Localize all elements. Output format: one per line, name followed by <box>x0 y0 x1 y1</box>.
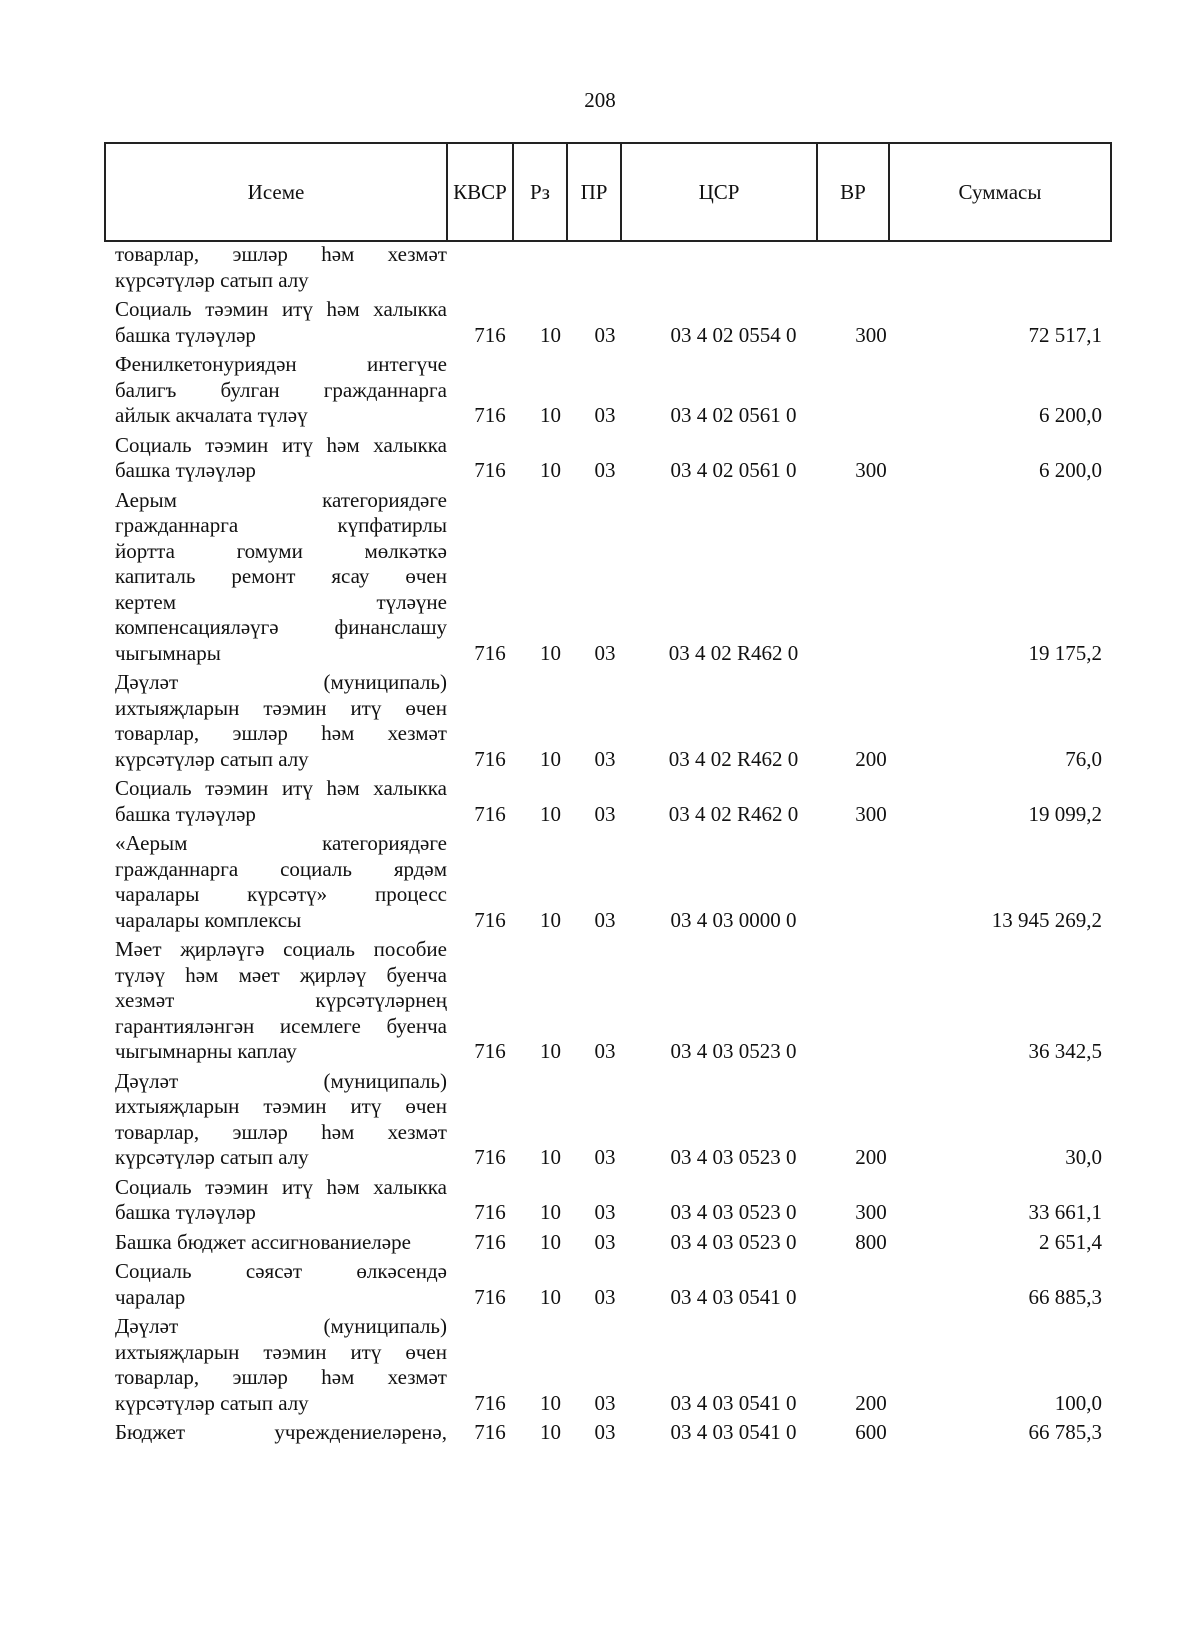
row-sum: 2 651,4 <box>1039 1229 1102 1254</box>
table-row <box>104 670 1110 772</box>
row-name-line: чаралары күрсәтү» процесс <box>115 882 447 906</box>
row-name-line: күрсәтүләр сатып алу <box>115 746 309 771</box>
header-kvsr: КВСР <box>447 143 513 241</box>
row-vr: 200 <box>855 1390 887 1415</box>
row-csr: 03 4 03 0541 0 <box>670 1420 797 1444</box>
row-csr: 03 4 03 0523 0 <box>670 1039 797 1063</box>
table-row <box>104 831 1110 933</box>
row-name <box>104 242 457 293</box>
row-name-line: балигъ булган гражданнарга <box>115 377 447 402</box>
row-name-line: башка түләүләр <box>115 1200 256 1224</box>
header-csr: ЦСР <box>621 143 817 241</box>
row-sum: 72 517,1 <box>1028 322 1102 347</box>
row-pr: 03 <box>594 1145 616 1169</box>
row-name-line: чыгымнарны каплау <box>115 1039 297 1063</box>
row-name-line: капиталь ремонт ясау өчен <box>115 564 447 588</box>
row-sum: 30,0 <box>1065 1145 1102 1169</box>
row-name <box>104 488 457 667</box>
row-csr: 03 4 02 0554 0 <box>670 322 797 347</box>
row-csr: 03 4 03 0541 0 <box>670 1390 797 1415</box>
row-name <box>104 1259 457 1310</box>
row-kvsr: 716 <box>474 801 506 826</box>
table-row <box>104 937 1110 1065</box>
row-name-line: гражданнарга социаль ярдәм <box>115 856 447 881</box>
row-kvsr: 716 <box>474 907 506 932</box>
header-rz: Рз <box>513 143 567 241</box>
row-vr: 600 <box>855 1420 887 1444</box>
row-sum: 66 785,3 <box>1028 1420 1102 1444</box>
row-name-line: Социаль тәэмин итү һәм халыкка <box>115 297 447 321</box>
row-kvsr: 716 <box>474 458 506 482</box>
row-pr: 03 <box>594 458 616 482</box>
table-row <box>104 1175 1110 1226</box>
row-name-line: ихтыяҗларын тәэмин итү өчен <box>115 695 447 720</box>
row-rz: 10 <box>540 1039 561 1063</box>
table-row <box>104 776 1110 827</box>
row-pr: 03 <box>594 801 616 826</box>
row-name-line: күрсәтүләр сатып алу <box>115 1145 309 1169</box>
row-csr: 03 4 03 0541 0 <box>670 1284 797 1309</box>
row-name-line: товарлар, эшләр һәм хезмәт <box>115 1119 447 1144</box>
row-name-line: айлык акчалата түләү <box>115 403 308 427</box>
row-rz: 10 <box>540 458 561 482</box>
row-name-line: Социаль тәэмин итү һәм халыкка <box>115 432 447 457</box>
page-number: 208 <box>584 88 616 112</box>
table-row <box>104 1069 1110 1171</box>
row-name-line: башка түләүләр <box>115 801 256 826</box>
row-pr: 03 <box>594 403 616 427</box>
row-name-line: Социаль сәясәт өлкәсендә <box>115 1259 447 1283</box>
row-name-line: чаралары комплексы <box>115 907 302 932</box>
row-csr: 03 4 02 R462 0 <box>668 640 799 665</box>
row-csr: 03 4 02 0561 0 <box>670 403 797 427</box>
row-kvsr: 716 <box>474 1229 506 1254</box>
row-name-line: Аерым категориядәге <box>115 487 447 512</box>
table-row <box>104 488 1110 667</box>
row-name <box>104 1314 457 1416</box>
row-name <box>104 937 457 1065</box>
row-rz: 10 <box>540 1284 561 1309</box>
row-name-line: Дәүләт (муниципаль) <box>115 670 447 694</box>
row-name-line: кертем түләүне <box>115 589 447 614</box>
row-name-line: чаралар <box>115 1284 186 1309</box>
table-row <box>104 1420 1110 1446</box>
row-vr: 800 <box>855 1229 887 1254</box>
table-row <box>104 242 1110 293</box>
row-vr: 300 <box>855 1200 887 1224</box>
row-name <box>104 433 457 484</box>
row-pr: 03 <box>594 1390 616 1415</box>
header-sum: Суммасы <box>889 143 1111 241</box>
row-rz: 10 <box>540 1420 561 1444</box>
row-kvsr: 716 <box>474 1420 506 1444</box>
table-row <box>104 1230 1110 1256</box>
row-csr: 03 4 03 0523 0 <box>670 1200 797 1224</box>
row-sum: 6 200,0 <box>1039 403 1102 427</box>
table-row <box>104 433 1110 484</box>
row-name-line: күрсәтүләр сатып алу <box>115 1390 309 1415</box>
row-vr: 300 <box>855 322 887 347</box>
row-kvsr: 716 <box>474 1145 506 1169</box>
row-name-line: товарлар, эшләр һәм хезмәт <box>115 242 447 266</box>
row-kvsr: 716 <box>474 1390 506 1415</box>
row-name-line: «Аерым категориядәге <box>115 831 447 855</box>
table-row <box>104 352 1110 429</box>
row-rz: 10 <box>540 322 561 347</box>
row-kvsr: 716 <box>474 1039 506 1063</box>
row-sum: 100,0 <box>1054 1390 1102 1415</box>
row-name-line: Социаль тәэмин итү һәм халыкка <box>115 776 447 800</box>
row-sum: 66 885,3 <box>1028 1284 1102 1309</box>
row-name-line: хезмәт күрсәтүләрнең <box>115 988 447 1012</box>
row-kvsr: 716 <box>474 322 506 347</box>
row-pr: 03 <box>594 1039 616 1063</box>
row-vr: 300 <box>855 801 887 826</box>
row-name-line: йортта гомуми мөлкәткә <box>115 538 447 563</box>
header-vr: ВР <box>817 143 889 241</box>
row-name <box>104 1175 457 1226</box>
row-name-line: Бюджет учреждениеләренә, <box>115 1420 447 1444</box>
row-csr: 03 4 03 0523 0 <box>670 1145 797 1169</box>
row-name <box>104 297 457 348</box>
row-name-line: башка түләүләр <box>115 322 256 347</box>
row-name <box>104 352 457 429</box>
row-csr: 03 4 03 0000 0 <box>670 907 797 932</box>
header-pr: ПР <box>567 143 621 241</box>
row-name-line: компенсацияләүгә финанслашу <box>115 615 447 639</box>
row-rz: 10 <box>540 907 561 932</box>
row-rz: 10 <box>540 403 561 427</box>
row-name-line: товарлар, эшләр һәм хезмәт <box>115 721 447 745</box>
row-name-line: Дәүләт (муниципаль) <box>115 1068 447 1093</box>
header-name: Исеме <box>105 143 447 241</box>
row-sum: 19 099,2 <box>1028 801 1102 826</box>
row-sum: 76,0 <box>1065 746 1102 771</box>
row-pr: 03 <box>594 1284 616 1309</box>
row-sum: 19 175,2 <box>1028 640 1102 665</box>
row-name-line: товарлар, эшләр һәм хезмәт <box>115 1365 447 1389</box>
row-pr: 03 <box>594 746 616 771</box>
row-name-line: Башка бюджет ассигнованиеләре <box>115 1229 411 1254</box>
table-row <box>104 1314 1110 1416</box>
table-header <box>104 142 1112 242</box>
row-name-line: түләү һәм мәет җирләү буенча <box>115 962 447 987</box>
row-vr: 200 <box>855 1145 887 1169</box>
row-name-line: гарантияләнгән исемлеге буенча <box>115 1013 447 1038</box>
row-name-line: чыгымнары <box>115 640 221 665</box>
row-name-line: Фенилкетонуриядән интегүче <box>115 352 447 376</box>
row-vr: 200 <box>855 746 887 771</box>
row-sum: 13 945 269,2 <box>991 907 1102 932</box>
row-csr: 03 4 02 R462 0 <box>668 801 799 826</box>
row-name <box>104 670 457 772</box>
row-name-line: ихтыяҗларын тәэмин итү өчен <box>115 1339 447 1364</box>
row-name-line: Мәет җирләүгә социаль пособие <box>115 937 447 961</box>
row-csr: 03 4 02 0561 0 <box>670 458 797 482</box>
row-name-line: Социаль тәэмин итү һәм халыкка <box>115 1174 447 1199</box>
row-name <box>104 1230 457 1256</box>
row-rz: 10 <box>540 746 561 771</box>
row-rz: 10 <box>540 1390 561 1415</box>
row-name <box>104 1420 457 1446</box>
row-name-line: гражданнарга күпфатирлы <box>115 513 447 537</box>
row-name-line: башка түләүләр <box>115 458 256 482</box>
row-pr: 03 <box>594 322 616 347</box>
row-rz: 10 <box>540 1200 561 1224</box>
row-pr: 03 <box>594 1229 616 1254</box>
row-rz: 10 <box>540 1145 561 1169</box>
row-name-line: ихтыяҗларын тәэмин итү өчен <box>115 1094 447 1118</box>
row-name-line: күрсәтүләр сатып алу <box>115 267 309 292</box>
row-name <box>104 1069 457 1171</box>
row-kvsr: 716 <box>474 746 506 771</box>
row-sum: 33 661,1 <box>1028 1200 1102 1224</box>
row-rz: 10 <box>540 801 561 826</box>
row-csr: 03 4 03 0523 0 <box>670 1229 797 1254</box>
row-pr: 03 <box>594 907 616 932</box>
row-pr: 03 <box>594 1420 616 1444</box>
row-csr: 03 4 02 R462 0 <box>668 746 799 771</box>
row-pr: 03 <box>594 1200 616 1224</box>
row-vr: 300 <box>855 458 887 482</box>
row-rz: 10 <box>540 640 561 665</box>
row-kvsr: 716 <box>474 1284 506 1309</box>
row-name <box>104 776 457 827</box>
row-kvsr: 716 <box>474 640 506 665</box>
row-kvsr: 716 <box>474 403 506 427</box>
table-row <box>104 1259 1110 1310</box>
table-row <box>104 297 1110 348</box>
row-kvsr: 716 <box>474 1200 506 1224</box>
row-sum: 6 200,0 <box>1039 458 1102 482</box>
row-pr: 03 <box>594 640 616 665</box>
row-rz: 10 <box>540 1229 561 1254</box>
row-sum: 36 342,5 <box>1028 1039 1102 1063</box>
row-name <box>104 831 457 933</box>
row-name-line: Дәүләт (муниципаль) <box>115 1314 447 1338</box>
table-body <box>104 242 1110 1450</box>
